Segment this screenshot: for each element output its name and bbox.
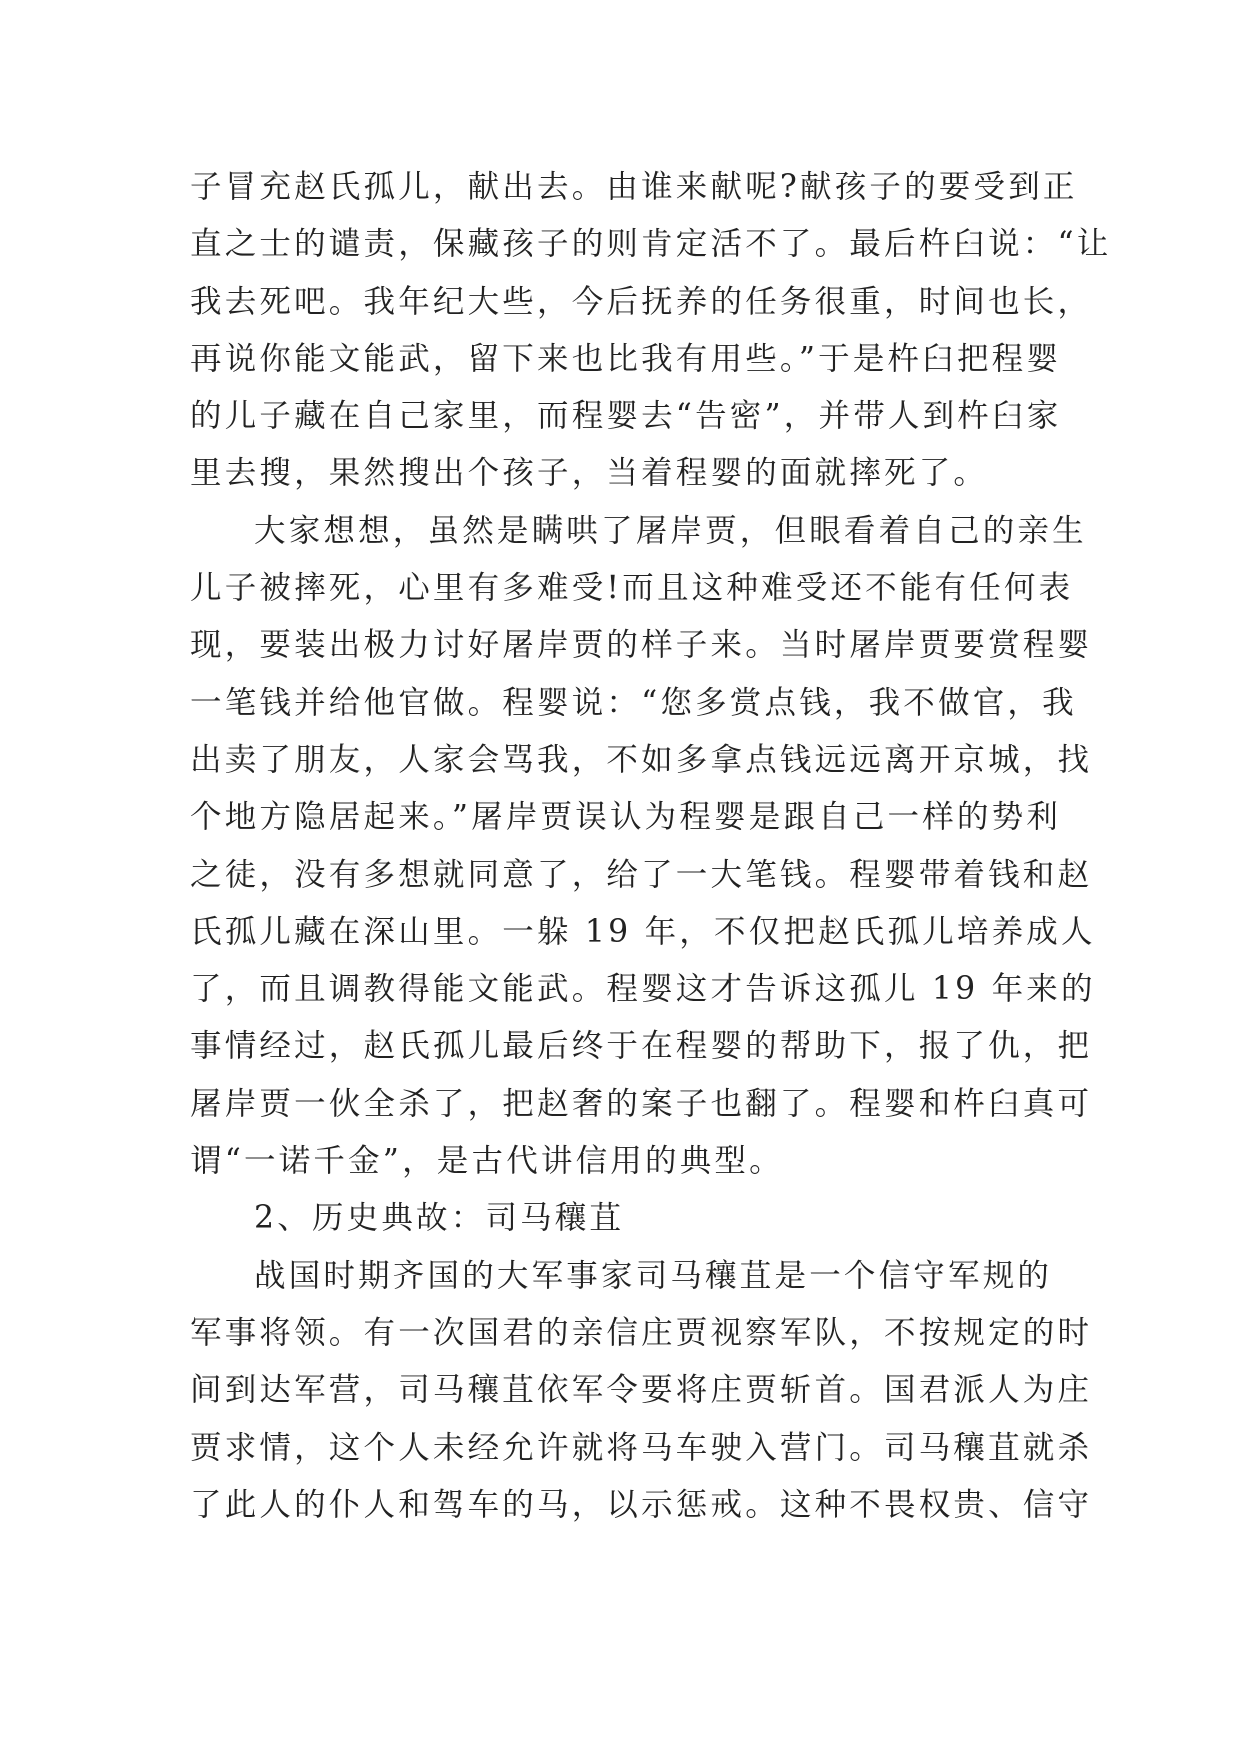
text-line: 了，而且调教得能文能武。程婴这才告诉这孤儿 19 年来的 (190, 971, 1096, 1008)
paragraph-start-line: 战国时期齐国的大军事家司马穰苴是一个信守军规的 (254, 1257, 1053, 1294)
paragraph-start-line: 大家想想，虽然是瞒哄了屠岸贾，但眼看着自己的亲生 (254, 512, 1087, 549)
text-line: 儿子被摔死，心里有多难受!而且这种难受还不能有任何表 (190, 570, 1074, 607)
body-text (190, 159, 1112, 1534)
text-line: 个地方隐居起来。”屠岸贾误认为程婴是跟自己一样的势利 (190, 799, 1062, 836)
text-line: 我去死吧。我年纪大些，今后抚养的任务很重，时间也长， (190, 283, 1093, 320)
text-line: 贾求情，这个人未经允许就将马车驶入营门。司马穰苴就杀 (190, 1429, 1093, 1466)
text-line: 出卖了朋友，人家会骂我，不如多拿点钱远远离开京城，找 (190, 741, 1093, 778)
text-line: 间到达军营，司马穰苴依军令要将庄贾斩首。国君派人为庄 (190, 1372, 1093, 1409)
text-line: 了此人的仆人和驾车的马，以示惩戒。这种不畏权贵、信守 (190, 1486, 1093, 1523)
text-line: 屠岸贾一伙全杀了，把赵奢的案子也翻了。程婴和杵臼真可 (190, 1085, 1093, 1122)
text-line: 子冒充赵氏孤儿，献出去。由谁来献呢?献孩子的要受到正 (190, 169, 1078, 205)
text-line: 一笔钱并给他官做。程婴说：“您多赏点钱，我不做官，我 (190, 684, 1077, 721)
text-line: 现，要装出极力讨好屠岸贾的样子来。当时屠岸贾要赏程婴 (190, 627, 1093, 664)
section-heading: 2、历史典故：司马穰苴 (254, 1200, 625, 1237)
text-line: 直之士的谴责，保藏孩子的则肯定活不了。最后杵臼说：“让 (190, 226, 1112, 263)
text-line: 军事将领。有一次国君的亲信庄贾视察军队，不按规定的时 (190, 1314, 1093, 1351)
text-line: 事情经过，赵氏孤儿最后终于在程婴的帮助下，报了仇，把 (190, 1028, 1093, 1065)
text-line: 之徒，没有多想就同意了，给了一大笔钱。程婴带着钱和赵 (190, 856, 1093, 893)
text-line: 里去搜，果然搜出个孩子，当着程婴的面就摔死了。 (190, 455, 989, 492)
text-line: 的儿子藏在自己家里，而程婴去“告密”，并带人到杵臼家 (190, 398, 1062, 435)
text-line: 谓“一诺千金”，是古代讲信用的典型。 (190, 1143, 784, 1180)
text-line: 氏孤儿藏在深山里。一躲 19 年，不仅把赵氏孤儿培养成人 (190, 913, 1096, 950)
text-line: 再说你能文能武，留下来也比我有用些。”于是杵臼把程婴 (190, 340, 1062, 377)
